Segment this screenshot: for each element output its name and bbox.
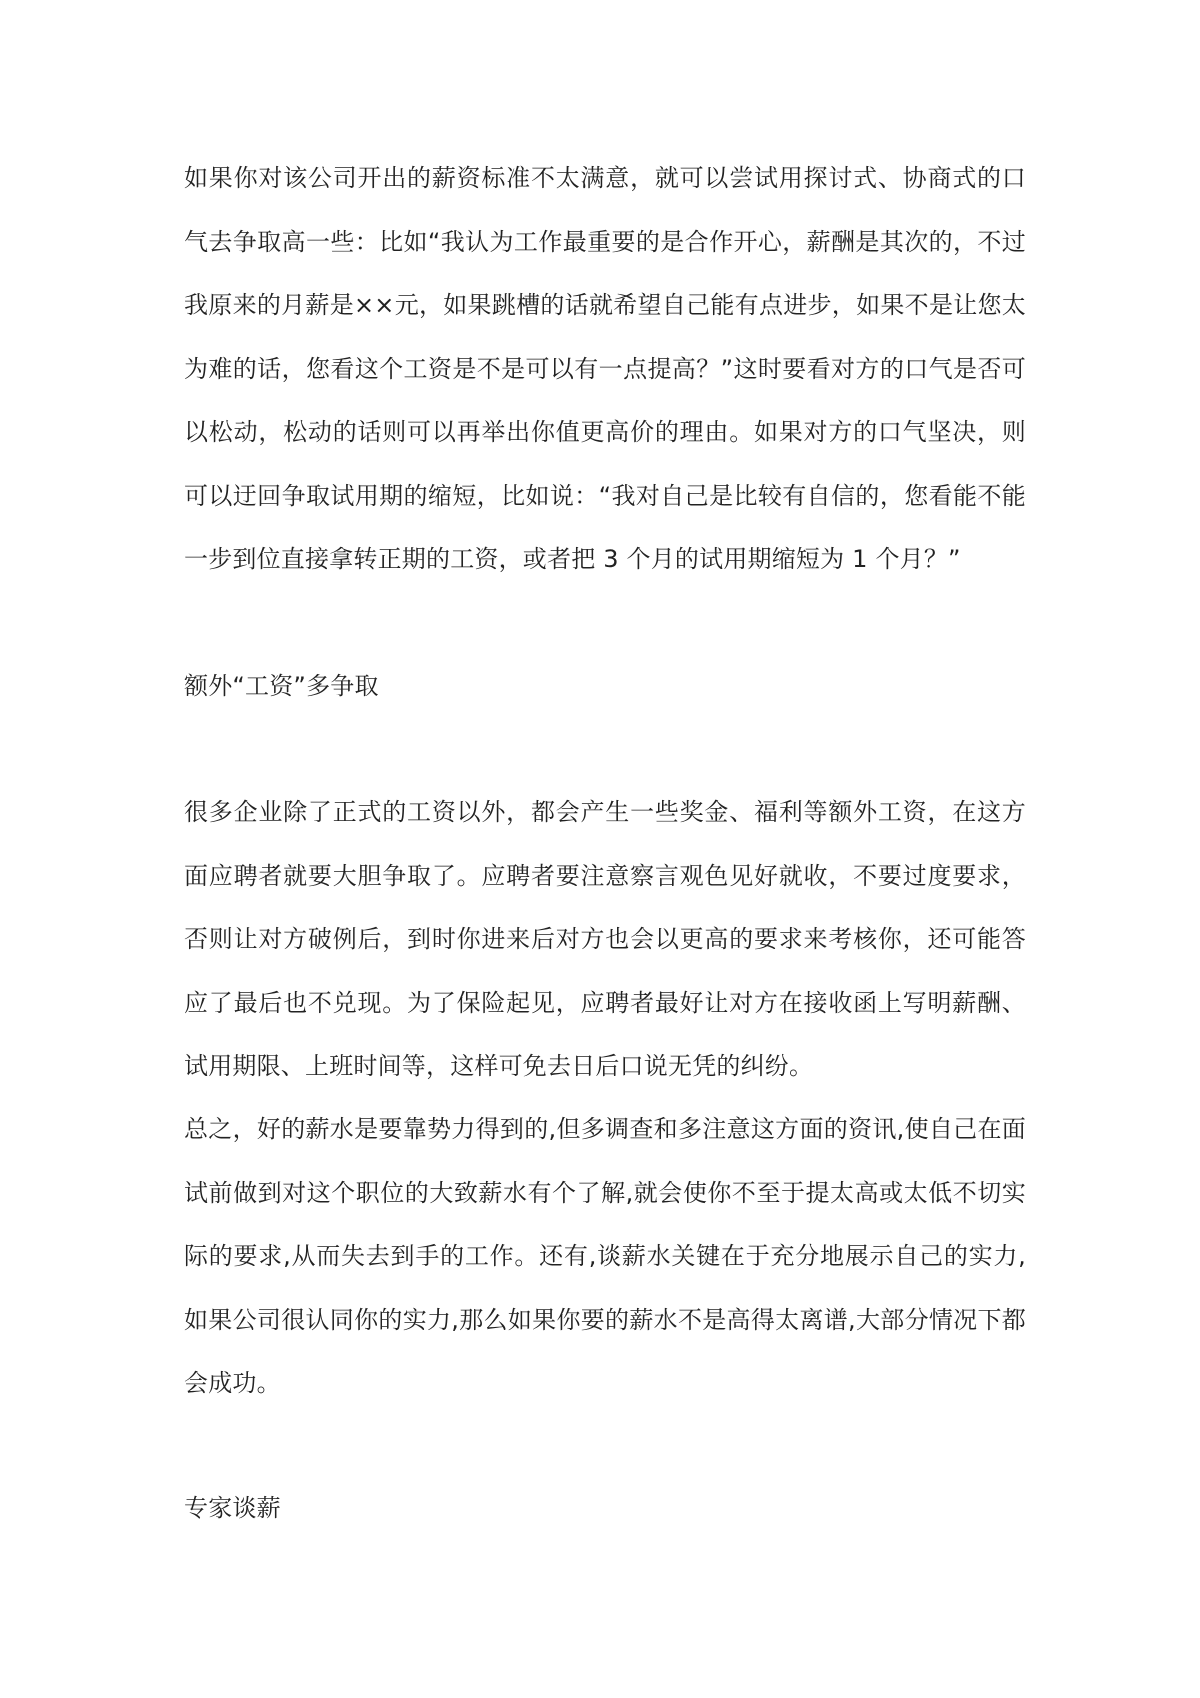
paragraph-summary: 总之，好的薪水是要靠势力得到的,但多调查和多注意这方面的资讯,使自己在面试前做到对这个职位的大致薪水有个了解,就会使你不至于提太高或太低不切实际的要求,从而失去到手的工作。还有,谈薪水关键在于充分地展示自己的实力,如果公司很认同你的实力,那么如果你要的薪水不是高得太离谱,大部分情况下都会成功。: [184, 1115, 1026, 1397]
paragraph-extra-salary: 很多企业除了正式的工资以外，都会产生一些奖金、福利等额外工资，在这方面应聘者就要大胆争取了。应聘者要注意察言观色见好就收，不要过度要求，否则让对方破例后，到时你进来后对方也会以更高的要求来考核你，还可能答应了最后也不兑现。为了保险起见，应聘者最好让对方在接收函上写明薪酬、试用期限、上班时间等，这样可免去日后口说无凭的纠纷。: [184, 798, 1026, 1080]
section-heading-extra-salary: 额外“工资”多争取: [184, 672, 379, 700]
section-heading-expert: 专家谈薪: [184, 1494, 281, 1522]
paragraph-negotiation: 如果你对该公司开出的薪资标准不太满意，就可以尝试用探讨式、协商式的口气去争取高一些：比如“我认为工作最重要的是合作开心，薪酬是其次的，不过我原来的月薪是××元，如果跳槽的话就希望自己能有点进步，如果不是让您太为难的话，您看这个工资是不是可以有一点提高？”这时要看对方的口气是否可以松动，松动的话则可以再举出你值更高价的理由。如果对方的口气坚决，则可以迂回争取试用期的缩短，比如说：“我对自己是比较有自信的，您看能不能一步到位直接拿转正期的工资，或者把 3 个月的试用期缩短为 1 个月？”: [184, 164, 1026, 573]
